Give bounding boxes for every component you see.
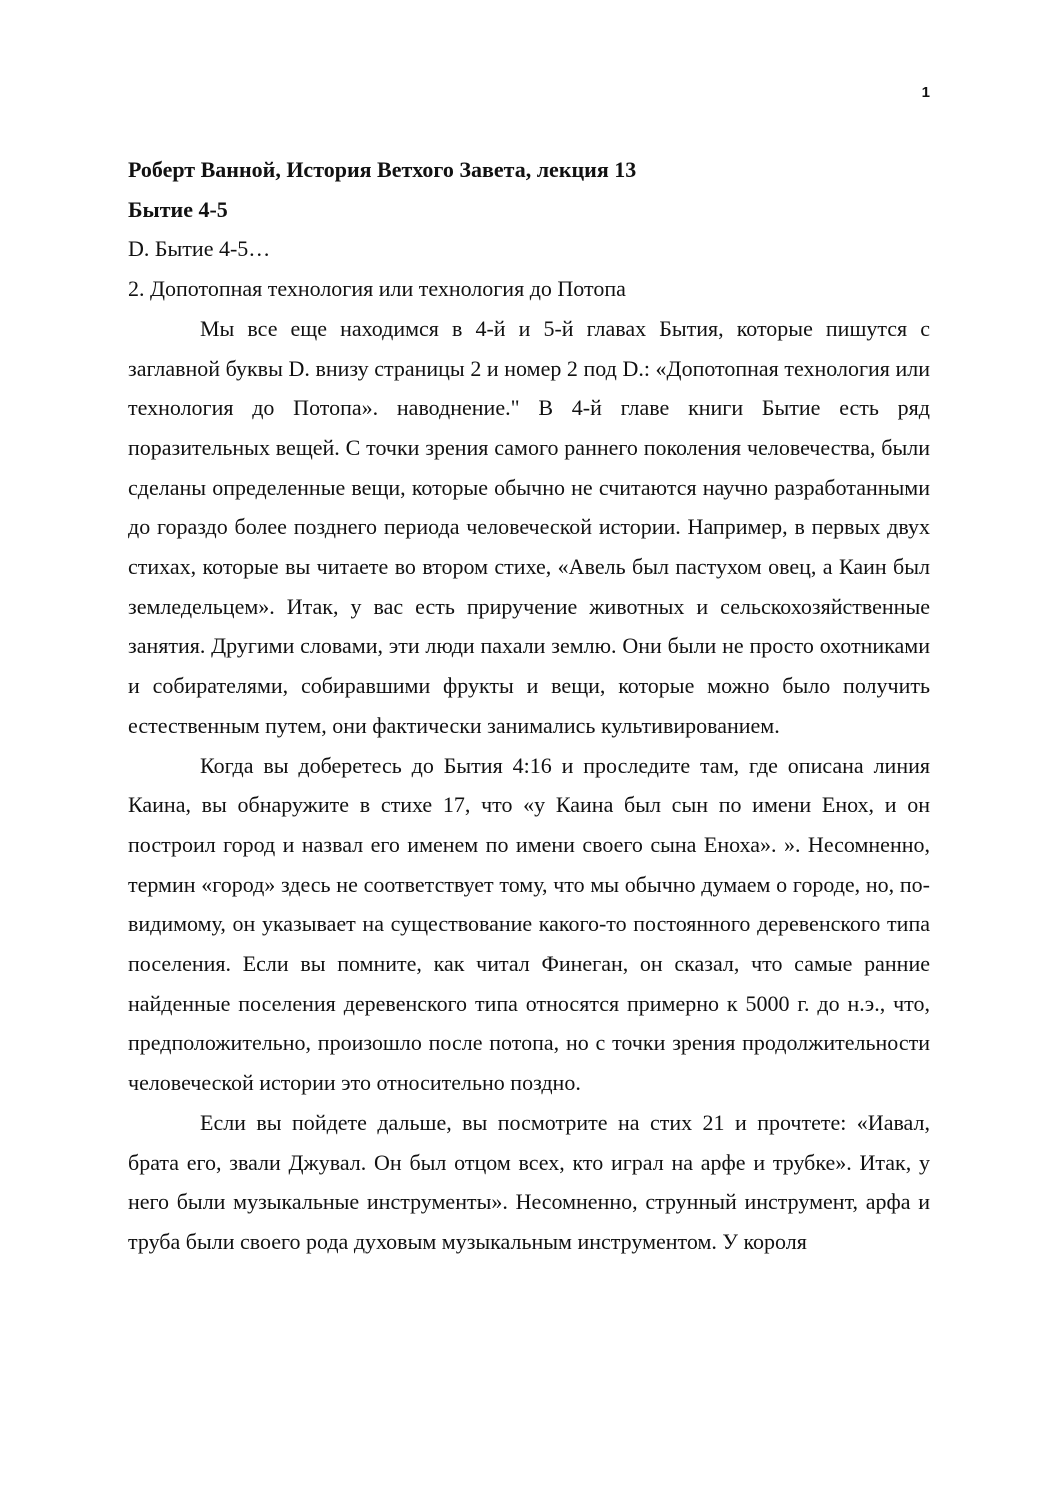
subsection-heading: 2. Допотопная технология или технология до Потопа <box>128 276 626 302</box>
document-title: Роберт Ванной, История Ветхого Завета, лекция 13 <box>128 157 637 182</box>
section-heading: D. Бытие 4-5… <box>128 236 271 262</box>
paragraph: Мы все еще находимся в 4-й и 5-й главах Бытия, которые пишутся с заглавной буквы D. внизу страницы 2 и номер 2 под D.: «Допотопная технология или технология до Потопа». наводнение." В 4-й главе книги Бытие есть ряд поразительных вещей. С точки зрения самого раннего поколения человечества, были сделаны определенные вещи, которые обычно не считаются научно разработанными до гораздо более позднего периода человеческой истории. Например, в первых двух стихах, которые вы читаете во втором стихе, «Авель был пастухом овец, а Каин был земледельцем». Итак, у вас есть приручение животных и сельскохозяйственные занятия. Другими словами, эти люди пахали землю. Они были не просто охотниками и собирателями, собиравшими фрукты и вещи, которые можно было получить естественным путем, они фактически занимались культивированием. <box>128 315 930 738</box>
paragraph: Если вы пойдете дальше, вы посмотрите на стих 21 и прочтете: «Иавал, брата его, звали Джувал. Он был отцом всех, кто играл на арфе и трубке». Итак, у него были музыкальные инструменты». Несомненно, струнный инструмент, арфа и труба были своего рода духовым музыкальным инструментом. У короля <box>128 1109 930 1254</box>
document-content <box>128 150 930 1262</box>
document-subtitle: Бытие 4-5 <box>128 196 228 222</box>
page-number: 1 <box>921 84 930 101</box>
paragraph: Когда вы доберетесь до Бытия 4:16 и проследите там, где описана линия Каина, вы обнаружите в стихе 17, что «у Каина был сын по имени Енох, и он построил город и назвал его именем по имени своего сына Еноха». ». Несомненно, термин «город» здесь не соответствует тому, что мы обычно думаем о городе, но, по-видимому, он указывает на существование какого-то постоянного деревенского типа поселения. Если вы помните, как читал Финеган, он сказал, что самые ранние найденные поселения деревенского типа относятся примерно к 5000 г. до н.э., что, предположительно, произошло после потопа, но с точки зрения продолжительности человеческой истории это относительно поздно. <box>128 752 930 1096</box>
